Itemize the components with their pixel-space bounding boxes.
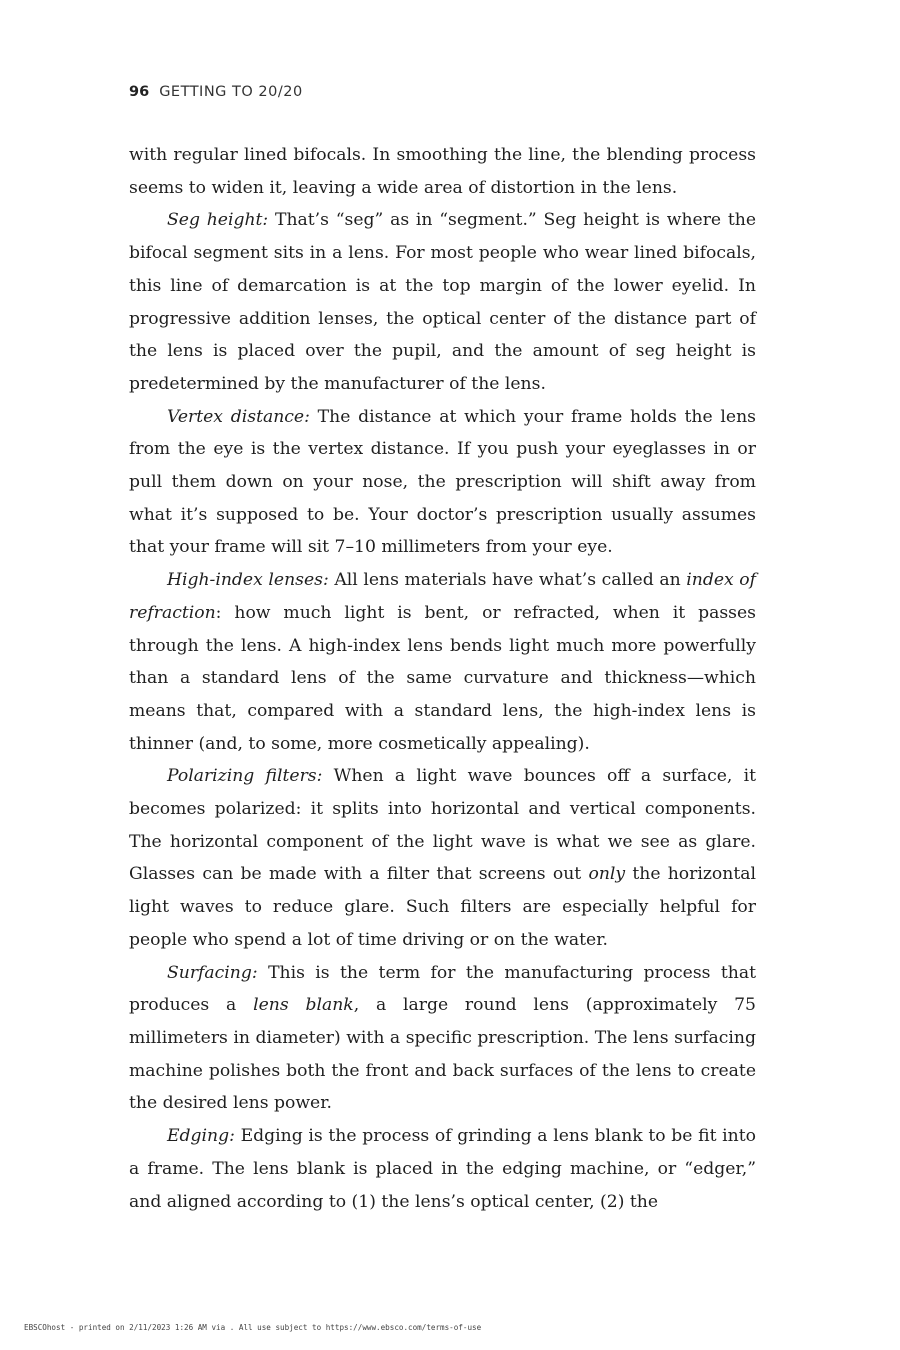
paragraph-text: All lens materials have what’s called an <box>334 570 681 591</box>
paragraph-edging <box>129 1120 756 1218</box>
term-seg-height: Seg height: <box>167 210 269 231</box>
paragraph-text: That’s “seg” as in “segment.” Seg height is where the bifocal segment sits in a lens. For most people who wear lined bifocals, this line of demarcation is at the top margin of the lower eyelid. In progressive addition lenses, the optical center of the distance part of the lens is placed over the pupil, and the amount of seg height is predetermined by the manufacturer of the lens. <box>129 210 757 394</box>
paragraph-continuation <box>129 139 756 204</box>
term-high-index-lenses: High-index lenses: <box>167 570 329 591</box>
paragraph-vertex-distance <box>129 401 756 565</box>
paragraph-text: with regular lined bifocals. In smoothing the line, the blending process seems to widen it, leaving a wide area of distortion in the lens. <box>129 145 756 198</box>
paragraph-text: the horizontal light waves to reduce glare. Such filters are especially helpful for people who spend a lot of time driving or on the water. <box>129 864 756 950</box>
paragraph-text: The distance at which your frame holds the lens from the eye is the vertex distance. If you push your eyeglasses in or pull them down on your nose, the prescription will shift away from what it’s supposed to be. Your doctor’s prescription usually assumes that your frame will sit 7–10 millimeters from your eye. <box>129 406 756 558</box>
body-text <box>129 139 756 1218</box>
paragraph-surfacing <box>129 957 756 1121</box>
paragraph-polarizing-filters <box>129 760 756 956</box>
running-title: GETTING TO 20/20 <box>159 84 303 100</box>
paragraph-text: This is the term for the manufacturing process that produces a <box>129 962 756 1016</box>
running-header <box>129 84 303 100</box>
paragraph-seg-height <box>129 204 756 400</box>
emphasis-only: only <box>588 864 626 885</box>
paragraph-text: : how much light is bent, or refracted, when it passes through the lens. A high-index lens bends light much more powerfully than a standard lens of the same curvature and thickness—which means that, compared with a standard lens, the high-index lens is thinner (and, to some, more cosmetically appealing). <box>129 602 756 754</box>
emphasis-index-of-refraction: index of refraction <box>129 570 756 623</box>
paragraph-high-index-lenses <box>129 564 756 760</box>
paragraph-text: , a large round lens (approximately 75 millimeters in diameter) with a specific prescription. The lens surfacing machine polishes both the front and back surfaces of the lens to create the desired lens power. <box>129 995 756 1114</box>
paragraph-text: When a light wave bounces off a surface, it becomes polarized: it splits into horizontal and vertical components. The horizontal component of the light wave is what we see as glare. Glasses can be made with a filter that screens out <box>129 766 756 885</box>
print-footer: EBSCOhost - printed on 2/11/2023 1:26 AM via . All use subject to https://www.ebsco.com/terms-of-use <box>24 1323 482 1332</box>
paragraph-text: Edging is the process of grinding a lens blank to be fit into a frame. The lens blank is placed in the edging machine, or “edger,” and aligned according to (1) the lens’s optical center, (2) the <box>129 1126 757 1212</box>
term-polarizing-filters: Polarizing filters: <box>167 766 323 787</box>
page-number: 96 <box>129 84 150 100</box>
term-edging: Edging: <box>167 1126 235 1147</box>
term-vertex-distance: Vertex distance: <box>167 406 310 427</box>
emphasis-lens-blank: lens blank <box>253 995 354 1016</box>
term-surfacing: Surfacing: <box>167 962 258 983</box>
